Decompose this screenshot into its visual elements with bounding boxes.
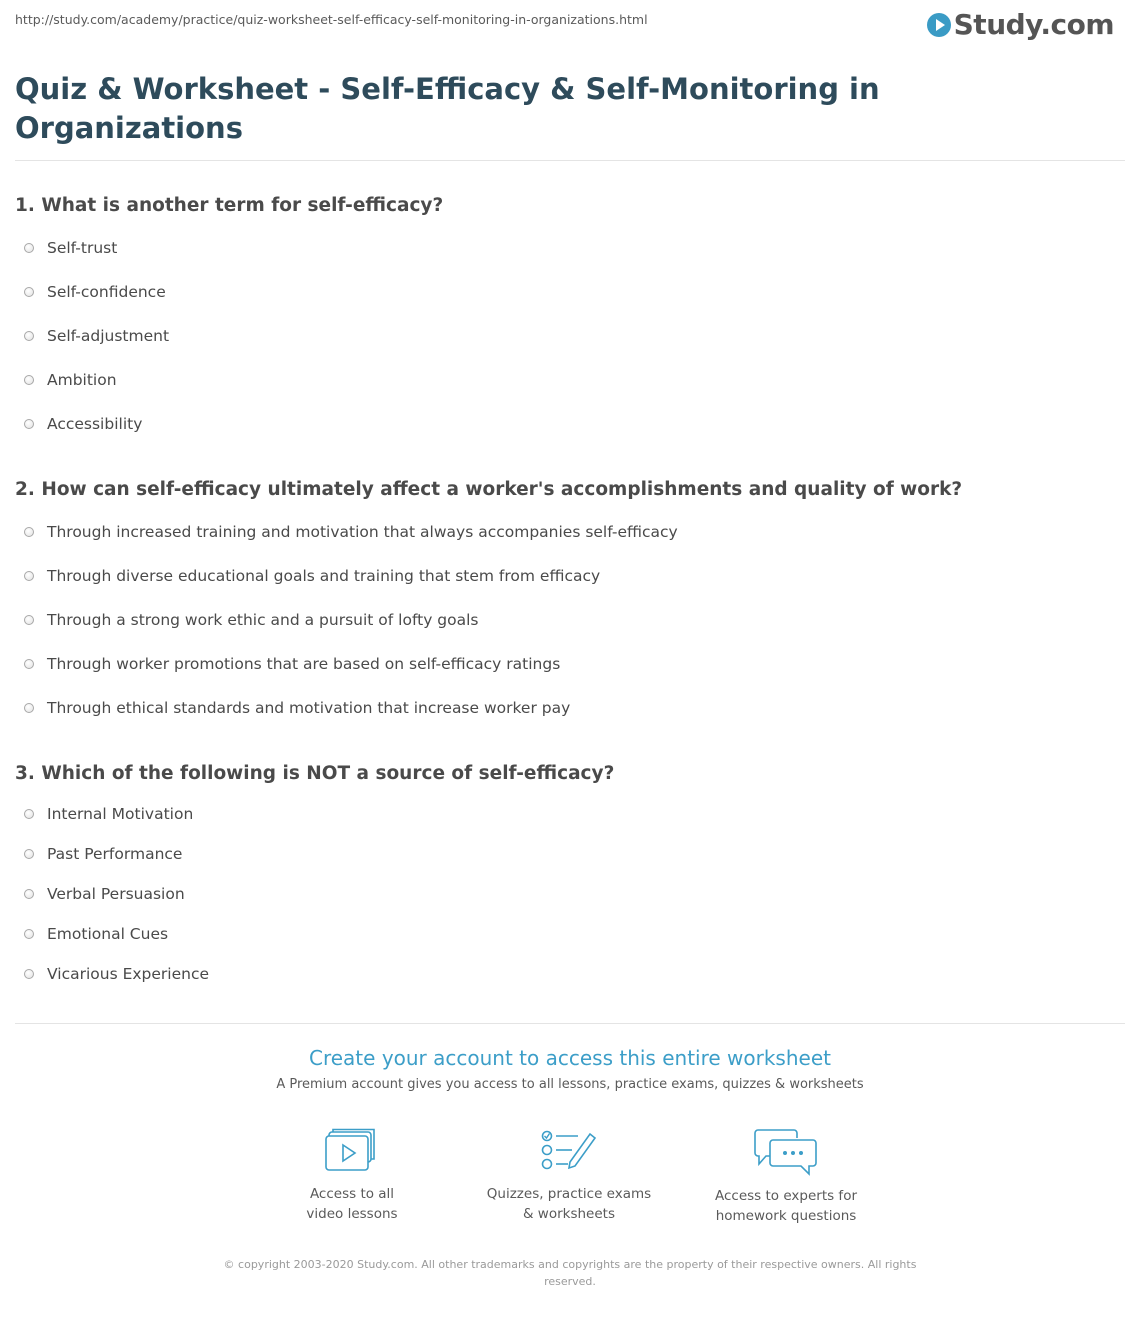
question-2: 2. How can self-efficacy ultimately affect a worker's accomplishments and quality of work? — [15, 479, 963, 500]
radio-button[interactable] — [24, 809, 34, 819]
feature-line: Quizzes, practice exams — [486, 1186, 652, 1202]
radio-button[interactable] — [24, 615, 34, 625]
answer-option[interactable] — [24, 925, 168, 943]
option-label: Vicarious Experience — [47, 965, 210, 983]
divider — [15, 1023, 1125, 1024]
option-label: Self-confidence — [47, 283, 166, 301]
option-label: Through diverse educational goals and training that stem from efficacy — [47, 567, 601, 585]
feature-quizzes — [469, 1128, 669, 1224]
chat-experts-icon — [754, 1128, 818, 1176]
radio-button[interactable] — [24, 703, 34, 713]
feature-line: homework questions — [715, 1208, 857, 1224]
quiz-checklist-icon — [540, 1128, 598, 1174]
radio-button[interactable] — [24, 659, 34, 669]
feature-line: & worksheets — [522, 1206, 615, 1222]
radio-button[interactable] — [24, 375, 34, 385]
radio-button[interactable] — [24, 527, 34, 537]
option-label: Through increased training and motivation that always accompanies self-efficacy — [47, 523, 678, 541]
answer-option[interactable] — [24, 567, 600, 585]
radio-button[interactable] — [24, 571, 34, 581]
question-3: 3. Which of the following is NOT a source of self-efficacy? — [15, 763, 615, 784]
answer-option[interactable] — [24, 415, 142, 433]
answer-option[interactable] — [24, 327, 169, 345]
option-label: Accessibility — [47, 415, 143, 433]
study-logo[interactable] — [927, 8, 1114, 41]
create-account-link[interactable]: Create your account to access this entire worksheet — [309, 1046, 831, 1070]
answer-option[interactable] — [24, 371, 117, 389]
option-label: Through a strong work ethic and a pursuit of lofty goals — [47, 611, 479, 629]
option-label: Through worker promotions that are based on self-efficacy ratings — [47, 655, 561, 673]
page-url: http://study.com/academy/practice/quiz-worksheet-self-efficacy-self-monitoring-in-organizations.html — [15, 12, 648, 27]
answer-option[interactable] — [24, 699, 570, 717]
answer-option[interactable] — [24, 523, 678, 541]
radio-button[interactable] — [24, 929, 34, 939]
feature-line: Access to all — [309, 1186, 395, 1202]
option-label: Self-adjustment — [47, 327, 170, 345]
play-logo-icon — [927, 13, 951, 37]
radio-button[interactable] — [24, 243, 34, 253]
page-title: Quiz & Worksheet - Self-Efficacy & Self-Monitoring in Organizations — [15, 72, 880, 145]
radio-button[interactable] — [24, 889, 34, 899]
answer-option[interactable] — [24, 845, 182, 863]
radio-button[interactable] — [24, 287, 34, 297]
radio-button[interactable] — [24, 969, 34, 979]
answer-option[interactable] — [24, 239, 117, 257]
option-label: Verbal Persuasion — [47, 885, 185, 903]
feature-experts — [686, 1128, 886, 1226]
answer-option[interactable] — [24, 655, 560, 673]
option-label: Self-trust — [47, 239, 118, 257]
copyright-notice: © copyright 2003-2020 Study.com. All other trademarks and copyrights are the property of their respective owners. All rights reserved. — [223, 1258, 917, 1288]
logo-text: Study.com — [953, 8, 1114, 41]
radio-button[interactable] — [24, 849, 34, 859]
option-label: Internal Motivation — [47, 805, 194, 823]
feature-video-lessons — [252, 1128, 452, 1224]
option-label: Emotional Cues — [47, 925, 169, 943]
answer-option[interactable] — [24, 805, 193, 823]
radio-button[interactable] — [24, 331, 34, 341]
option-label: Past Performance — [47, 845, 183, 863]
premium-description: A Premium account gives you access to all lessons, practice exams, quizzes & worksheets — [276, 1077, 864, 1092]
feature-line: video lessons — [306, 1206, 398, 1222]
answer-option[interactable] — [24, 965, 209, 983]
option-label: Through ethical standards and motivation that increase worker pay — [47, 699, 571, 717]
feature-line: Access to experts for — [714, 1188, 857, 1204]
answer-option[interactable] — [24, 611, 479, 629]
radio-button[interactable] — [24, 419, 34, 429]
answer-option[interactable] — [24, 283, 166, 301]
answer-option[interactable] — [24, 885, 185, 903]
option-label: Ambition — [47, 371, 117, 389]
question-1: 1. What is another term for self-efficacy? — [15, 195, 444, 216]
video-lessons-icon — [325, 1128, 379, 1174]
divider — [15, 160, 1125, 161]
